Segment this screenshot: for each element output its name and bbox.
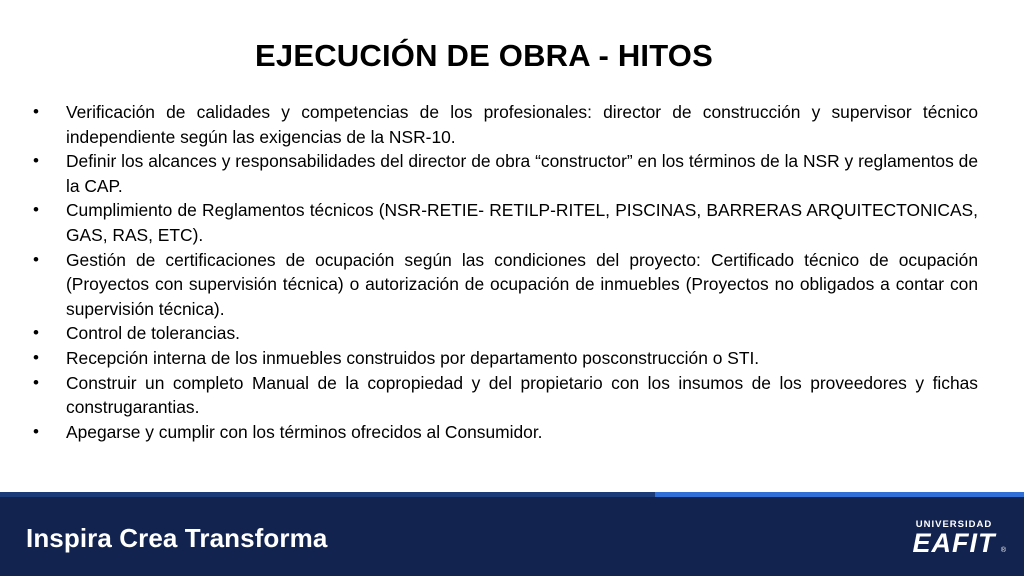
bullet-text: Construir un completo Manual de la copropiedad y del propietario con los insumos de los proveedores y fichas construgarantias. [66, 372, 978, 418]
bullet-item [30, 420, 978, 445]
bullet-text: Cumplimiento de Reglamentos técnicos (NSR-RETIE- RETILP-RITEL, PISCINAS, BARRERAS ARQUITECTONICAS, GAS, RAS, ETC). [66, 200, 978, 245]
bullet-dot: • [33, 323, 39, 343]
bullet-dot: • [33, 102, 39, 121]
registered-mark-icon: ® [1000, 547, 1006, 554]
bullet-item [30, 248, 978, 322]
bullet-item [30, 100, 978, 149]
bullet-text: Apegarse y cumplir con los términos ofrecidos al Consumidor. [66, 421, 543, 442]
footer-tagline: Inspira Crea Transforma [26, 523, 328, 553]
bullet-dot: • [33, 421, 39, 441]
bullet-item [30, 149, 978, 198]
bullet-text: Recepción interna de los inmuebles construidos por departamento posconstrucción o STI. [66, 347, 760, 368]
footer-bar [0, 497, 1024, 576]
bullet-item [30, 371, 978, 420]
bullet-text: Control de tolerancias. [66, 323, 240, 344]
bullet-item [30, 198, 978, 247]
bullet-text: Verificación de calidades y competencias de los profesionales: director de construcción y supervisor técnico independiente según las exigencias de la NSR-10. [66, 102, 978, 147]
bullet-dot: • [33, 249, 39, 269]
bullet-text: Gestión de certificaciones de ocupación según las condiciones del proyecto: Certificado técnico de ocupación (Proyectos con supervisión técnica) o autorización de ocupación de inmuebles (Proyectos no obligados a contar con supervisión técnica). [66, 249, 978, 319]
logo-eafit-text: EAFIT [912, 528, 996, 558]
eafit-logo [906, 519, 1006, 558]
bullet-dot: • [33, 347, 39, 367]
bullet-text: Definir los alcances y responsabilidades del director de obra “constructor” en los términos de la NSR y reglamentos de la CAP. [66, 151, 978, 196]
bullet-dot: • [33, 372, 39, 392]
logo-university-text: UNIVERSIDAD [915, 519, 993, 530]
bullet-dot: • [33, 151, 39, 171]
bullet-list [30, 100, 978, 444]
bullet-dot: • [33, 200, 39, 220]
slide-title: EJECUCIÓN DE OBRA - HITOS [255, 38, 713, 73]
bullet-item [30, 321, 978, 346]
bullet-item [30, 346, 978, 371]
